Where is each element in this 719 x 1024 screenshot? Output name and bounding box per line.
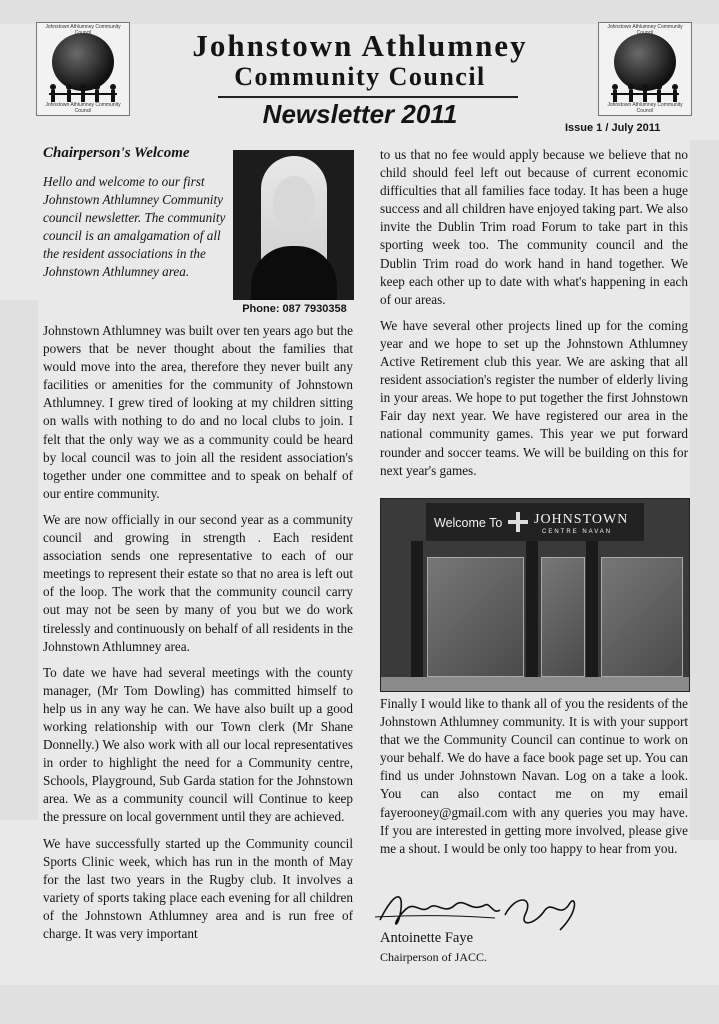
left-column xyxy=(43,322,353,951)
paragraph: We have several other projects lined up for the coming year and we hope to set up the Johnstown Athlumney Active Retirement club this year. We are asking that all resident association's register the number of elderly living in your areas. We hope to put together the first Johnstown Fair day next year. We have registered our area in the national community games. This year we put forward rounder and soccer teams. We will be building on this for next year's games. xyxy=(380,317,688,478)
community-logo-right xyxy=(598,22,692,116)
logo-bottom-text: Johnstown Athlumney Community Council xyxy=(45,102,121,114)
paragraph: Johnstown Athlumney was built over ten years ago but the powers that be never thought about the families that would move into the area, therefore they never built any facilities or amenities for the community of Johnstown Athlumney. I grew tired of looking at my children sitting on walls with nothing to do and no local clubs to join. I felt that the only way we as a community could be heard by local council was to join all the resident association's together under one committee and to speak on behalf of our entire community. xyxy=(43,323,353,501)
paragraph: To date we have had several meetings with the county manager, (Mr Tom Dowling) has committed himself to help us in any way he can. We have also built up a good working relationship with our Town clerk (Mr Shane Donnelly.) We also work with all our local representatives in order to highlight the need for a Community centre, Schools, Playground, Sub Garda station for the Johnstown area. We as a community council will Continue to keep the pressure on local government until they are achieved. xyxy=(43,664,353,825)
centre-logo-icon xyxy=(508,512,528,532)
logo-top-text: Johnstown Athlumney Community xyxy=(45,24,121,30)
masthead-divider xyxy=(218,96,518,98)
phone-number: Phone: 087 7930358 xyxy=(242,303,347,315)
closing-paragraph: Finally I would like to thank all of you the residents of the Johnstown Athlumney community. It is with your support that we the Community Council can continue to work on your behalf. We do have a face book page set up. You can find us under Johnstown Navan. Log on a take a look. You can also contact me on my email fayerooney@gmail.com with any queries you may have. If you are interested in getting more involved, please give me a shout. I would be only too happy to hear from you. xyxy=(380,696,688,856)
signature-name: Antoinette Faye xyxy=(380,930,474,946)
welcome-text: Hello and welcome to our first Johnstown Athlumney Community council newsletter. The community council is an amalgamation of all the resident associations in the Johnstown Athlumney area. xyxy=(43,174,226,280)
issue-label: Issue 1 / July 2011 xyxy=(565,122,661,134)
masthead-subtitle: Community Council xyxy=(234,62,486,91)
sign-welcome: Welcome To xyxy=(434,516,503,530)
sign-subtitle: CENTRE NAVAN xyxy=(542,529,613,535)
community-centre-photo xyxy=(380,498,690,692)
logo-top-text: Johnstown Athlumney Community xyxy=(607,24,683,30)
right-column xyxy=(380,146,688,488)
sign-brand: JOHNSTOWN xyxy=(534,512,629,527)
paragraph: We are now officially in our second year as a community council and growing in strength . Each resident association sends one representative to each of our meetings to represent their estate so that no area is left out of the loop. The work that the community council carry out may not be seen by many of you but we do work tirelessly and continuously on behalf of all residents in the Johnstown Athlumney area. xyxy=(43,511,353,654)
masthead-title: Johnstown Athlumney xyxy=(192,28,528,63)
community-logo-left xyxy=(36,22,130,116)
signature-title: Chairperson of JACC. xyxy=(380,950,487,964)
logo-bottom-text: Johnstown Athlumney Community Council xyxy=(607,102,683,114)
chairperson-heading: Chairperson's Welcome xyxy=(43,145,190,161)
paragraph: to us that no fee would apply because we believe that no child should feel left out because of current economic difficulties that all families face today. It has been a huge success and all children have enjoyed taking part. We also invite the Dublin Trim road Forum to take part in this sporting week too. The community council and the Dublin Trim road do work hand in hand together. We keep each other up to date with what's happening in each of our areas. xyxy=(380,147,688,307)
paragraph: We have successfully started up the Community council Sports Clinic week, which has run in the month of May for the last two years in the Rugby club. It involves a variety of sports taking place each evening for all children of the Johnstown Athlumney area and is run free of charge. It was very important xyxy=(43,835,353,941)
centre-sign xyxy=(426,503,644,541)
chairperson-photo xyxy=(233,150,354,300)
newsletter-title: Newsletter 2011 xyxy=(262,99,458,129)
